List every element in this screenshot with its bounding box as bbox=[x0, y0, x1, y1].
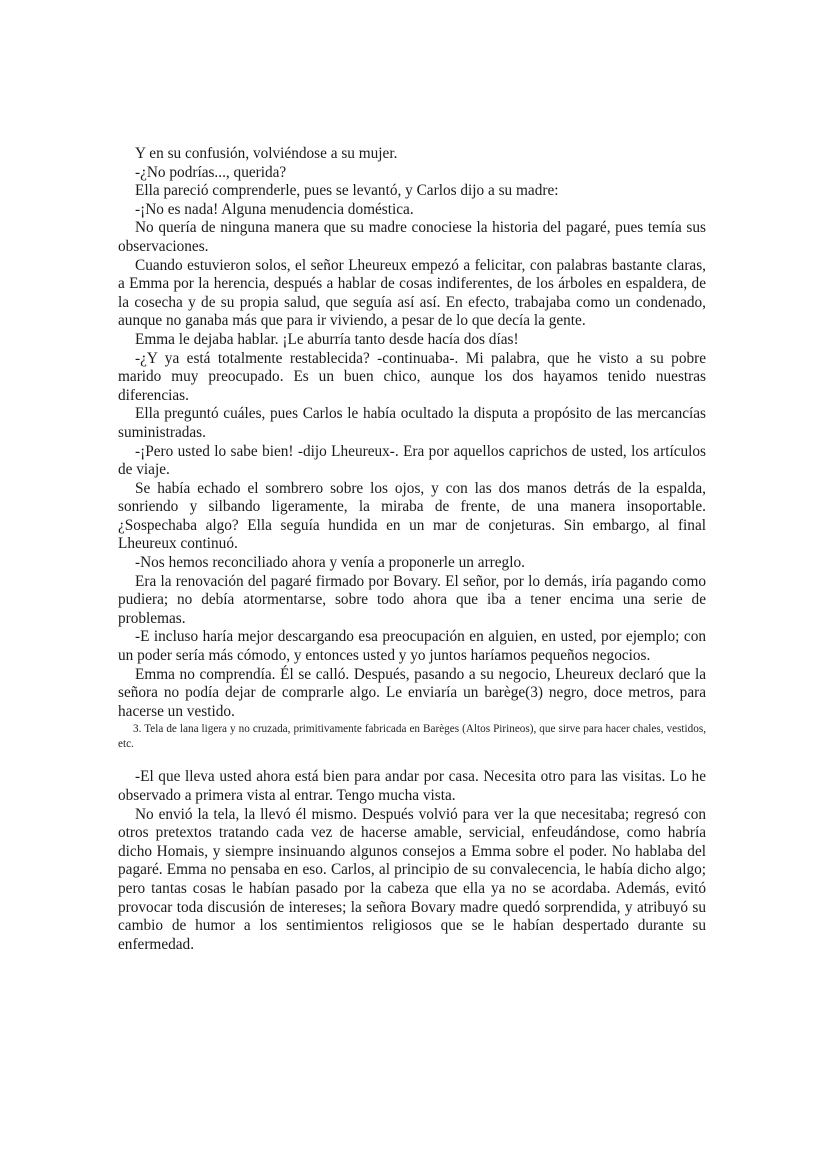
paragraph: -¿Y ya está totalmente restablecida? -continuaba-. Mi palabra, que he visto a su pobre marido muy preocupado. Es un buen chico, aunque los dos hayamos tenido nuestras diferencias. bbox=[118, 349, 706, 404]
body-text-after-footnote bbox=[118, 768, 706, 954]
section-gap bbox=[118, 752, 706, 768]
footnote: 3. Tela de lana ligera y no cruzada, primitivamente fabricada en Barèges (Altos Pirineos), que sirve para hacer chales, vestidos, etc. bbox=[118, 723, 706, 751]
paragraph: Se había echado el sombrero sobre los ojos, y con las dos manos detrás de la espalda, sonriendo y silbando ligeramente, la miraba de frente, de una manera insoportable. ¿Sospechaba algo? Ella seguía hundida en un mar de conjeturas. Sin embargo, al final Lheureux continuó. bbox=[118, 479, 706, 553]
paragraph: Era la renovación del pagaré firmado por Bovary. El señor, por lo demás, iría pagando como pudiera; no debía atormentarse, sobre todo ahora que iba a tener encima una serie de problemas. bbox=[118, 572, 706, 627]
paragraph: Y en su confusión, volviéndose a su mujer. bbox=[135, 145, 398, 162]
paragraph: -E incluso haría mejor descargando esa preocupación en alguien, en usted, por ejemplo; con un poder sería más cómodo, y entonces usted y yo juntos haríamos pequeños negocios. bbox=[118, 628, 706, 665]
paragraph: -El que lleva usted ahora está bien para andar por casa. Necesita otro para las visitas. Lo he observado a primera vista al entrar. Tengo mucha vista. bbox=[118, 768, 706, 804]
paragraph: Emma no comprendía. Él se calló. Después, pasando a su negocio, Lheureux declaró que la señora no podía dejar de comprarle algo. Le enviaría un barège(3) negro, doce metros, para hacerse un vestido. bbox=[118, 665, 706, 720]
paragraph: No quería de ninguna manera que su madre conociese la historia del pagaré, pues temía sus observaciones. bbox=[118, 219, 706, 255]
paragraph: -¡Pero usted lo sabe bien! -dijo Lheureux-. Era por aquellos caprichos de usted, los artículos de viaje. bbox=[118, 442, 706, 479]
paragraph: Ella pareció comprenderle, pues se levantó, y Carlos dijo a su madre: bbox=[135, 182, 559, 200]
paragraph: -¿No podrías..., querida? bbox=[135, 163, 287, 181]
paragraph: No envió la tela, la llevó él mismo. Después volvió para ver la que necesitaba; regresó con otros pretextos tratando cada vez de hacerse amable, servicial, enfeudándose, como habría dicho Homais, y siempre insinuando algunos consejos a Emma sobre el poder. No hablaba del pagaré. Emma no pensaba en eso. Carlos, al principio de su convalecencia, le había dicho algo; pero tantas cosas le habían pasado por la cabeza que ella ya no se acordaba. Además, evitó provocar toda discusión de intereses; la señora Bovary madre quedó sorprendida, y atribuyó su cambio de humor a los sentimientos religiosos que se le habían despertado durante su enfermedad. bbox=[118, 805, 706, 953]
paragraph: Ella preguntó cuáles, pues Carlos le había ocultado la disputa a propósito de las mercancías suministradas. bbox=[118, 405, 706, 441]
body-text-before-footnote bbox=[118, 145, 706, 721]
paragraph: -Nos hemos reconciliado ahora y venía a proponerle un arreglo. bbox=[135, 554, 525, 572]
paragraph: Cuando estuvieron solos, el señor Lheureux empezó a felicitar, con palabras bastante claras, a Emma por la herencia, después a hablar de cosas indiferentes, de los árboles en espaldera, de la cosecha y de su propia salud, que seguía así así. En efecto, trabajaba como un condenado, aunque no ganaba más que para ir viviendo, a pesar de lo que decía la gente. bbox=[118, 256, 706, 330]
paragraph: Emma le dejaba hablar. ¡Le aburría tanto desde hacía dos días! bbox=[135, 330, 519, 348]
paragraph: -¡No es nada! Alguna menudencia doméstica. bbox=[135, 200, 414, 218]
document-page bbox=[118, 145, 706, 954]
